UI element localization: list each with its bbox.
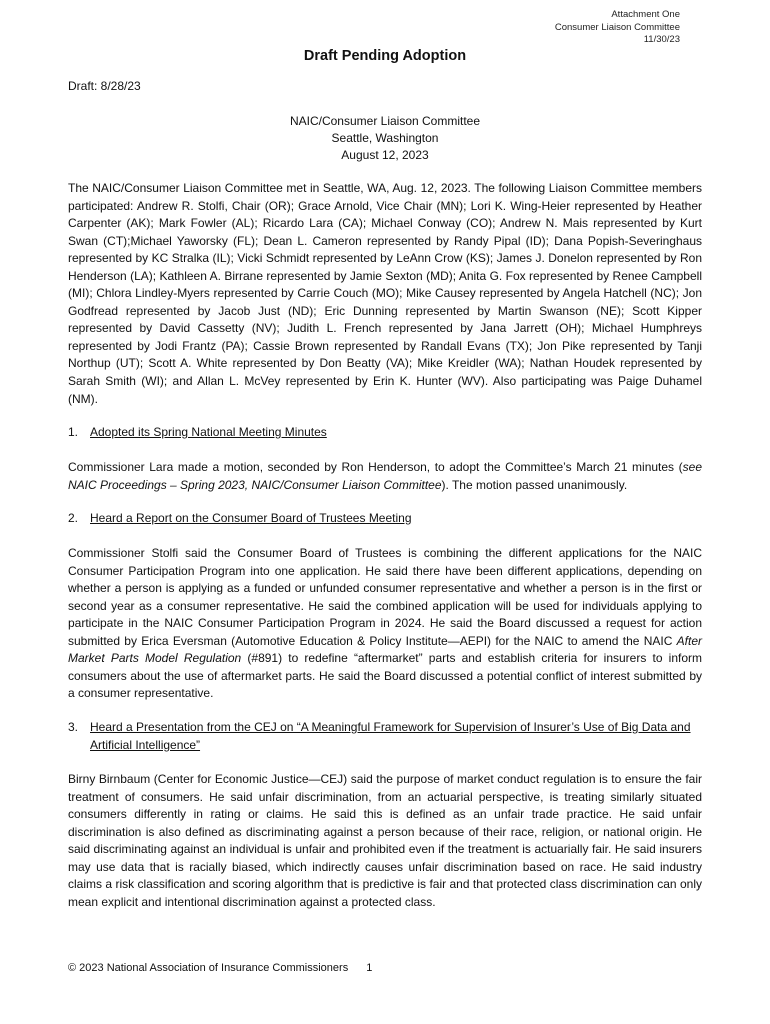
section-2-body bbox=[68, 545, 702, 703]
section-1-body bbox=[68, 459, 702, 494]
section-number: 1. bbox=[68, 425, 79, 439]
page-number: 1 bbox=[366, 962, 373, 974]
section-title: Heard a Report on the Consumer Board of Trustees Meeting bbox=[90, 511, 412, 525]
section-1-heading bbox=[68, 424, 702, 442]
copyright-text: © 2023 National Association of Insurance Commissioners bbox=[68, 962, 349, 974]
attachment-date: 11/30/23 bbox=[643, 34, 680, 45]
section-number: 3. bbox=[68, 720, 79, 734]
meeting-location: Seattle, Washington bbox=[331, 131, 439, 145]
section-2-heading bbox=[68, 510, 702, 528]
section-title: Adopted its Spring National Meeting Minutes bbox=[90, 425, 327, 439]
body-text: (#891) to redefine “aftermarket” parts and establish criteria for insurers to inform consumers about the use of aftermarket parts. He said the Board discussed a potential conflict of interest submitted by a consumer representative. bbox=[68, 651, 703, 701]
meeting-date: August 12, 2023 bbox=[341, 148, 429, 162]
attachment-label: Attachment One bbox=[611, 9, 680, 20]
section-3-heading bbox=[68, 719, 702, 754]
meeting-org: NAIC/Consumer Liaison Committee bbox=[289, 114, 481, 128]
body-text: Commissioner Stolfi said the Consumer Board of Trustees is combining the different applications for the NAIC Consumer Participation Program into one application. He said there have been different applications, depending on whether a person is applying as a funded or unfunded consumer representative and whether a person is in the first or second year as a consumer representative. He said the combined application will be used for individuals applying to participate in the NAIC Consumer Participation Program in 2024. He said the Board discussed a request for action submitted by Erica Eversman (Automotive Education & Policy Institute—AEPI) for the NAIC to amend the NAIC bbox=[68, 546, 702, 648]
body-italic-text: see NAIC Proceedings – Spring 2023, NAIC/Consumer Liaison Committee bbox=[68, 460, 702, 492]
body-text: Commissioner Lara made a motion, seconded by Ron Henderson, to adopt the Committee’s March 21 minutes ( bbox=[68, 460, 683, 474]
body-italic-text: After Market Parts Model Regulation bbox=[68, 633, 702, 666]
section-number: 2. bbox=[68, 511, 79, 525]
page-footer bbox=[68, 962, 372, 974]
body-text: ). The motion passed unanimously. bbox=[441, 477, 628, 492]
intro-paragraph: The NAIC/Consumer Liaison Committee met in Seattle, WA, Aug. 12, 2023. The following Liaison Committee members participated: Andrew R. Stolfi, Chair (OR); Grace Arnold, Vice Chair (MN); Lori K. Wing-Heier represented by Heather Carpenter (AK); Mark Fowler (AL); Ricardo Lara (CA); Michael Conway (CO); Andrew N. Mais represented by Kurt Swan (CT);Michael Yaworsky (FL); Dean L. Cameron represented by Randy Pipal (ID); Dana Popish-Severinghaus represented by KC Stralka (IL); Vicki Schmidt represented by LeAnn Crow (KS); James J. Donelon represented by Ron Henderson (LA); Kathleen A. Birrane represented by Jamie Sexton (MD); Anita G. Fox represented by Renee Campbell (MI); Chlora Lindley-Myers represented by Carrie Couch (MO); Mike Causey represented by Angela Hatchell (NC); Jon Godfread represented by Jacob Just (ND); Eric Dunning represented by Martin Swanson (NE); Scott Kipper represented by David Cassetty (NV); Judith L. French represented by Jana Jarrett (OH); Michael Humphreys represented by Jodi Frantz (PA); Cassie Brown represented by Randall Evans (TX); Jon Pike represented by Tanji Northup (UT); Scott A. White represented by Don Beatty (VA); Mike Kreidler (WA); Nathan Houdek represented by Sarah Smith (WI); and Allan L. McVey represented by Erin K. Hunter (WV). Also participating was Paige Duhamel (NM). bbox=[68, 181, 702, 406]
attachment-header bbox=[555, 9, 680, 47]
section-title: Heard a Presentation from the CEJ on “A Meaningful Framework for Supervision of Insurer’s Use of Big Data and Artificial Intelligence” bbox=[90, 720, 691, 752]
section-3-body: Birny Birnbaum (Center for Economic Justice—CEJ) said the purpose of market conduct regulation is to ensure the fair treatment of consumers. He said unfair discrimination, from an actuarial perspective, is treating similarly situated consumers differently in rating or claims. He said this is defined as an unfair trade practice. He said unfair discrimination is also defined as discriminating against a person because of their race, religion, or national origin. He said discriminating against an individual is unfair and prohibited even if the treatment is actuarially fair. He said insurers may use data that is racially biased, which indirectly causes unfair discrimination based on race. He said industry claims a risk classification and scoring algorithm that is predictive is fair and that protected class discrimination can only mean explicit and intentional discrimination against a protected class. bbox=[68, 772, 702, 909]
draft-date: Draft: 8/28/23 bbox=[68, 79, 141, 93]
committee-label: Consumer Liaison Committee bbox=[554, 21, 680, 33]
document-title: Draft Pending Adoption bbox=[303, 48, 467, 64]
meeting-info bbox=[0, 113, 770, 164]
